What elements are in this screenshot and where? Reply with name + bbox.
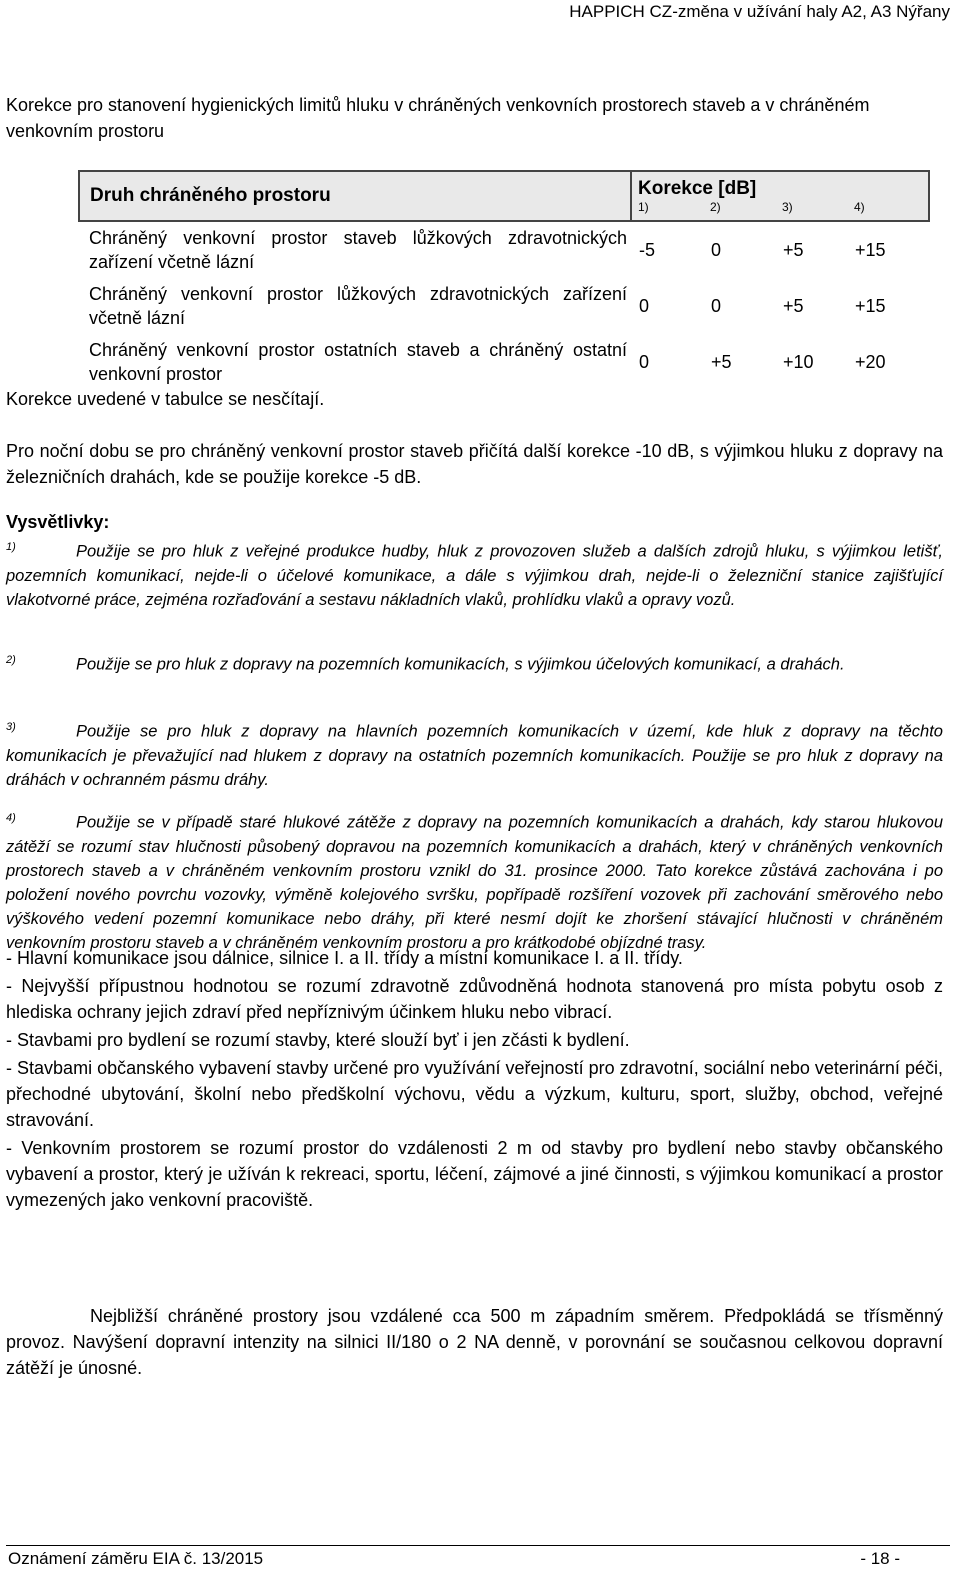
footnote-mark: 4): [6, 812, 16, 824]
table-row: [79, 334, 929, 390]
cell-value: 0: [639, 295, 650, 316]
cell-value: 0: [711, 239, 722, 260]
row-label: Chráněný venkovní prostor staveb lůžkových zdravotnických zařízení včetně lázní: [89, 228, 627, 272]
table-header-row: [79, 171, 929, 221]
cell-value: +10: [783, 351, 814, 372]
table-row: [79, 221, 929, 278]
list-item: - Stavbami pro bydlení se rozumí stavby, které slouží byť i jen zčásti k bydlení.: [6, 1030, 630, 1050]
footnote-text: Použije se pro hluk z dopravy na pozemních komunikacích, s výjimkou účelových komunikací, a drahách.: [76, 655, 845, 674]
list-item: - Stavbami občanského vybavení stavby určené pro využívání veřejností pro zdravotní, sociální nebo veterinární péči, přechodné ubytování, školní nebo předškolní výchovu, vědu a výzkum, kulturu, sport, služby, obchod, veřejné stravování.: [6, 1058, 943, 1130]
cell-value: 0: [711, 295, 722, 316]
legend-title: Vysvětlivky:: [6, 512, 110, 532]
subheader: 2): [710, 200, 721, 214]
footnote-mark: 3): [6, 721, 16, 733]
row-values: [639, 296, 929, 317]
cell-value: +5: [783, 239, 804, 260]
col-header-correction: [631, 171, 929, 221]
list-item: - Venkovním prostorem se rozumí prostor do vzdálenosti 2 m od stavby pro bydlení nebo stavby občanského vybavení a prostor, který je užíván k rekreaci, sportu, léčení, zájmové a jiné činnosti, s výjimkou komunikací a prostor vymezených jako venkovní pracoviště.: [6, 1138, 943, 1210]
footnote-mark: 1): [6, 541, 16, 553]
footnote-4: [6, 806, 943, 955]
cell-value: +5: [783, 295, 804, 316]
footer-divider: [6, 1545, 950, 1546]
list-item: - Nejvyšší přípustnou hodnotou se rozumí zdravotně zdůvodněná hodnota stanovená pro místa pobytu osob z hlediska ochrany jejich zdraví před nepříznivým účinkem hluku nebo vibrací.: [6, 976, 943, 1022]
footnote-3: [6, 715, 943, 792]
page-number: - 18 -: [860, 1549, 900, 1568]
footnote-mark: 2): [6, 654, 16, 666]
cell-value: +15: [855, 239, 886, 260]
closing-paragraph: Nejbližší chráněné prostory jsou vzdálené cca 500 m západním směrem. Předpokládá se třísměnný provoz. Navýšení dopravní intenzity na silnici II/180 o 2 NA denně, v porovnání se současnou celkovou dopravní zátěží je únosné.: [6, 1306, 943, 1378]
footnote-text: Použije se v případě staré hlukové zátěže z dopravy na pozemních komunikacích a drahách, kdy starou hlukovou zátěží se rozumí stav hlučnosti působený dopravou na pozemních komunikacích a drahách, který v chráněných venkovních prostorech staveb a v chráněném venkovním prostoru vznikl do 31. prosince 2000. Tato korekce zůstává zachována i po položení nového povrchu vozovky, výměně kolejového svršku, popřípadě rozšíření vozovek při zachování směrového nebo výškového vedení pozemní komunikace nebo dráhy, při které nesmí dojít ke zhoršení stávající hlučnosti v chráněném venkovním prostoru staveb a v chráněném venkovním prostoru a pro krátkodobé objízdné trasy.: [6, 813, 943, 952]
definitions-list: [6, 945, 943, 1215]
running-header: HAPPICH CZ-změna v užívání haly A2, A3 Nýřany: [569, 2, 950, 21]
footnote-1: [6, 535, 943, 612]
footnote-2: [6, 648, 943, 677]
subheader: 4): [854, 200, 865, 214]
row-values: [639, 352, 929, 373]
col-header-space-type: Druh chráněného prostoru: [79, 171, 631, 221]
correction-table: [78, 170, 930, 390]
list-item: - Hlavní komunikace jsou dálnice, silnice I. a II. třídy a místní komunikace I. a II. třídy.: [6, 948, 683, 968]
night-correction-paragraph: Pro noční dobu se pro chráněný venkovní prostor staveb přičítá další korekce -10 dB, s výjimkou hluku z dopravy na železničních drahách, kde se použije korekce -5 dB.: [6, 441, 943, 487]
footer-document-title: Oznámení záměru EIA č. 13/2015: [8, 1549, 264, 1568]
subheader: 3): [782, 200, 793, 214]
footnote-text: Použije se pro hluk z dopravy na hlavních pozemních komunikacích v území, kde hluk z dopravy na těchto komunikacích je převažující nad hlukem z dopravy na ostatních pozemních komunikacích. Použije se pro hluk z dopravy na dráhách v ochranném pásmu dráhy.: [6, 722, 943, 789]
row-label: Chráněný venkovní prostor ostatních staveb a chráněný ostatní venkovní prostor: [89, 340, 627, 384]
cell-value: +5: [711, 351, 732, 372]
correction-subheaders: [638, 200, 928, 214]
table-note: Korekce uvedené v tabulce se nesčítají.: [6, 389, 325, 409]
footnote-text: Použije se pro hluk z veřejné produkce hudby, hluk z provozoven služeb a dalších zdrojů hluku, s výjimkou letišť, pozemních komunikací, nejde-li o účelové komunikace, a dále s výjimkou drah, nejde-li o železniční stanice zajišťující vlakotvorné práce, zejména rozřaďování a sestavu nákladních vlaků, prohlídku vlaků a opravy vozů.: [6, 542, 943, 609]
section-heading: Korekce pro stanovení hygienických limitů hluku v chráněných venkovních prostorech staveb a v chráněném venkovním prostoru: [6, 95, 870, 141]
cell-value: -5: [639, 239, 656, 260]
row-values: [639, 240, 929, 261]
subheader: 1): [638, 200, 649, 214]
table-row: [79, 278, 929, 334]
cell-value: +20: [855, 351, 886, 372]
cell-value: 0: [639, 351, 650, 372]
cell-value: +15: [855, 295, 886, 316]
row-label: Chráněný venkovní prostor lůžkových zdravotnických zařízení včetně lázní: [89, 284, 627, 328]
correction-title: Korekce [dB]: [638, 178, 757, 199]
